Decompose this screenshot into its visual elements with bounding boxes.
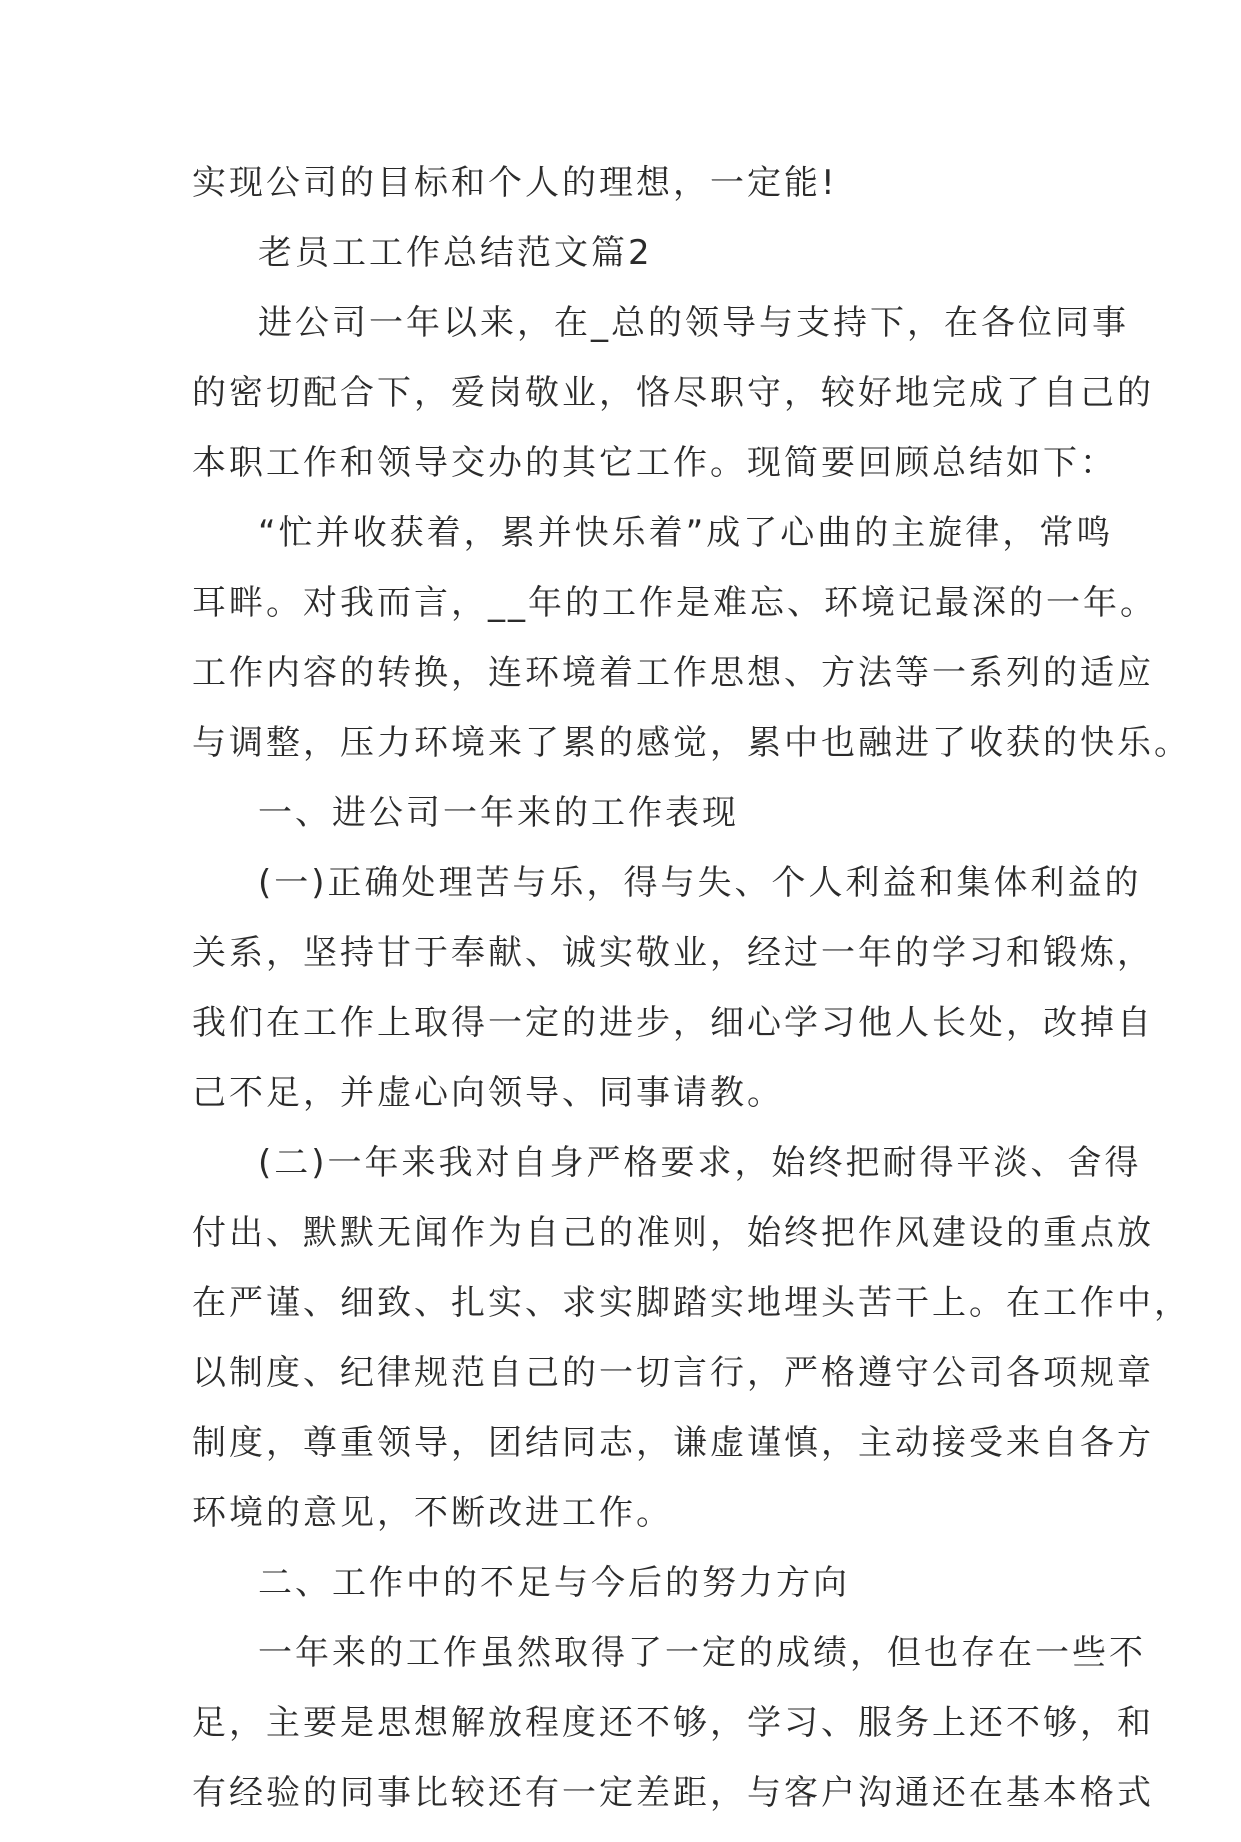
text-line: 以制度、纪律规范自己的一切言行，严格遵守公司各项规章 [192, 1353, 1154, 1393]
text-line: 足，主要是思想解放程度还不够，学习、服务上还不够，和 [192, 1703, 1154, 1743]
text-line: 制度，尊重领导，团结同志，谦虚谨慎，主动接受来自各方 [192, 1423, 1154, 1463]
text-line: 工作内容的转换，连环境着工作思想、方法等一系列的适应 [192, 653, 1154, 693]
text-line: 本职工作和领导交办的其它工作。现简要回顾总结如下： [192, 443, 1117, 483]
paragraph-first-line: 进公司一年以来，在_总的领导与支持下，在各位同事 [258, 303, 1129, 343]
section-heading: 二、工作中的不足与今后的努力方向 [258, 1563, 850, 1603]
paragraph-first-line: “忙并收获着，累并快乐着”成了心曲的主旋律，常鸣 [258, 513, 1114, 553]
text-line: 实现公司的目标和个人的理想，一定能! [192, 163, 838, 203]
text-line: 与调整，压力环境来了累的感觉，累中也融进了收获的快乐。 [192, 723, 1191, 763]
text-line: 己不足，并虚心向领导、同事请教。 [192, 1073, 784, 1113]
section-heading: 一、进公司一年来的工作表现 [258, 793, 739, 833]
text-line: 在严谨、细致、扎实、求实脚踏实地埋头苦干上。在工作中， [192, 1283, 1191, 1323]
paragraph-first-line: (一)正确处理苦与乐，得与失、个人利益和集体利益的 [258, 863, 1142, 903]
text-line: 关系，坚持甘于奉献、诚实敬业，经过一年的学习和锻炼， [192, 933, 1154, 973]
document-body [192, 162, 1191, 1842]
paragraph-first-line: (二)一年来我对自身严格要求，始终把耐得平淡、舍得 [258, 1143, 1142, 1183]
paragraph-first-line: 一年来的工作虽然取得了一定的成绩，但也存在一些不 [258, 1633, 1146, 1673]
text-line: 我们在工作上取得一定的进步，细心学习他人长处，改掉自 [192, 1003, 1154, 1043]
text-line: 有经验的同事比较还有一定差距，与客户沟通还在基本格式 [192, 1773, 1154, 1813]
text-line: 的密切配合下，爱岗敬业，恪尽职守，较好地完成了自己的 [192, 373, 1154, 413]
text-line: 耳畔。对我而言，__年的工作是难忘、环境记最深的一年。 [192, 583, 1157, 623]
section-title: 老员工工作总结范文篇2 [258, 233, 653, 273]
text-line: 环境的意见，不断改进工作。 [192, 1493, 673, 1533]
text-line: 付出、默默无闻作为自己的准则，始终把作风建设的重点放 [192, 1213, 1154, 1253]
